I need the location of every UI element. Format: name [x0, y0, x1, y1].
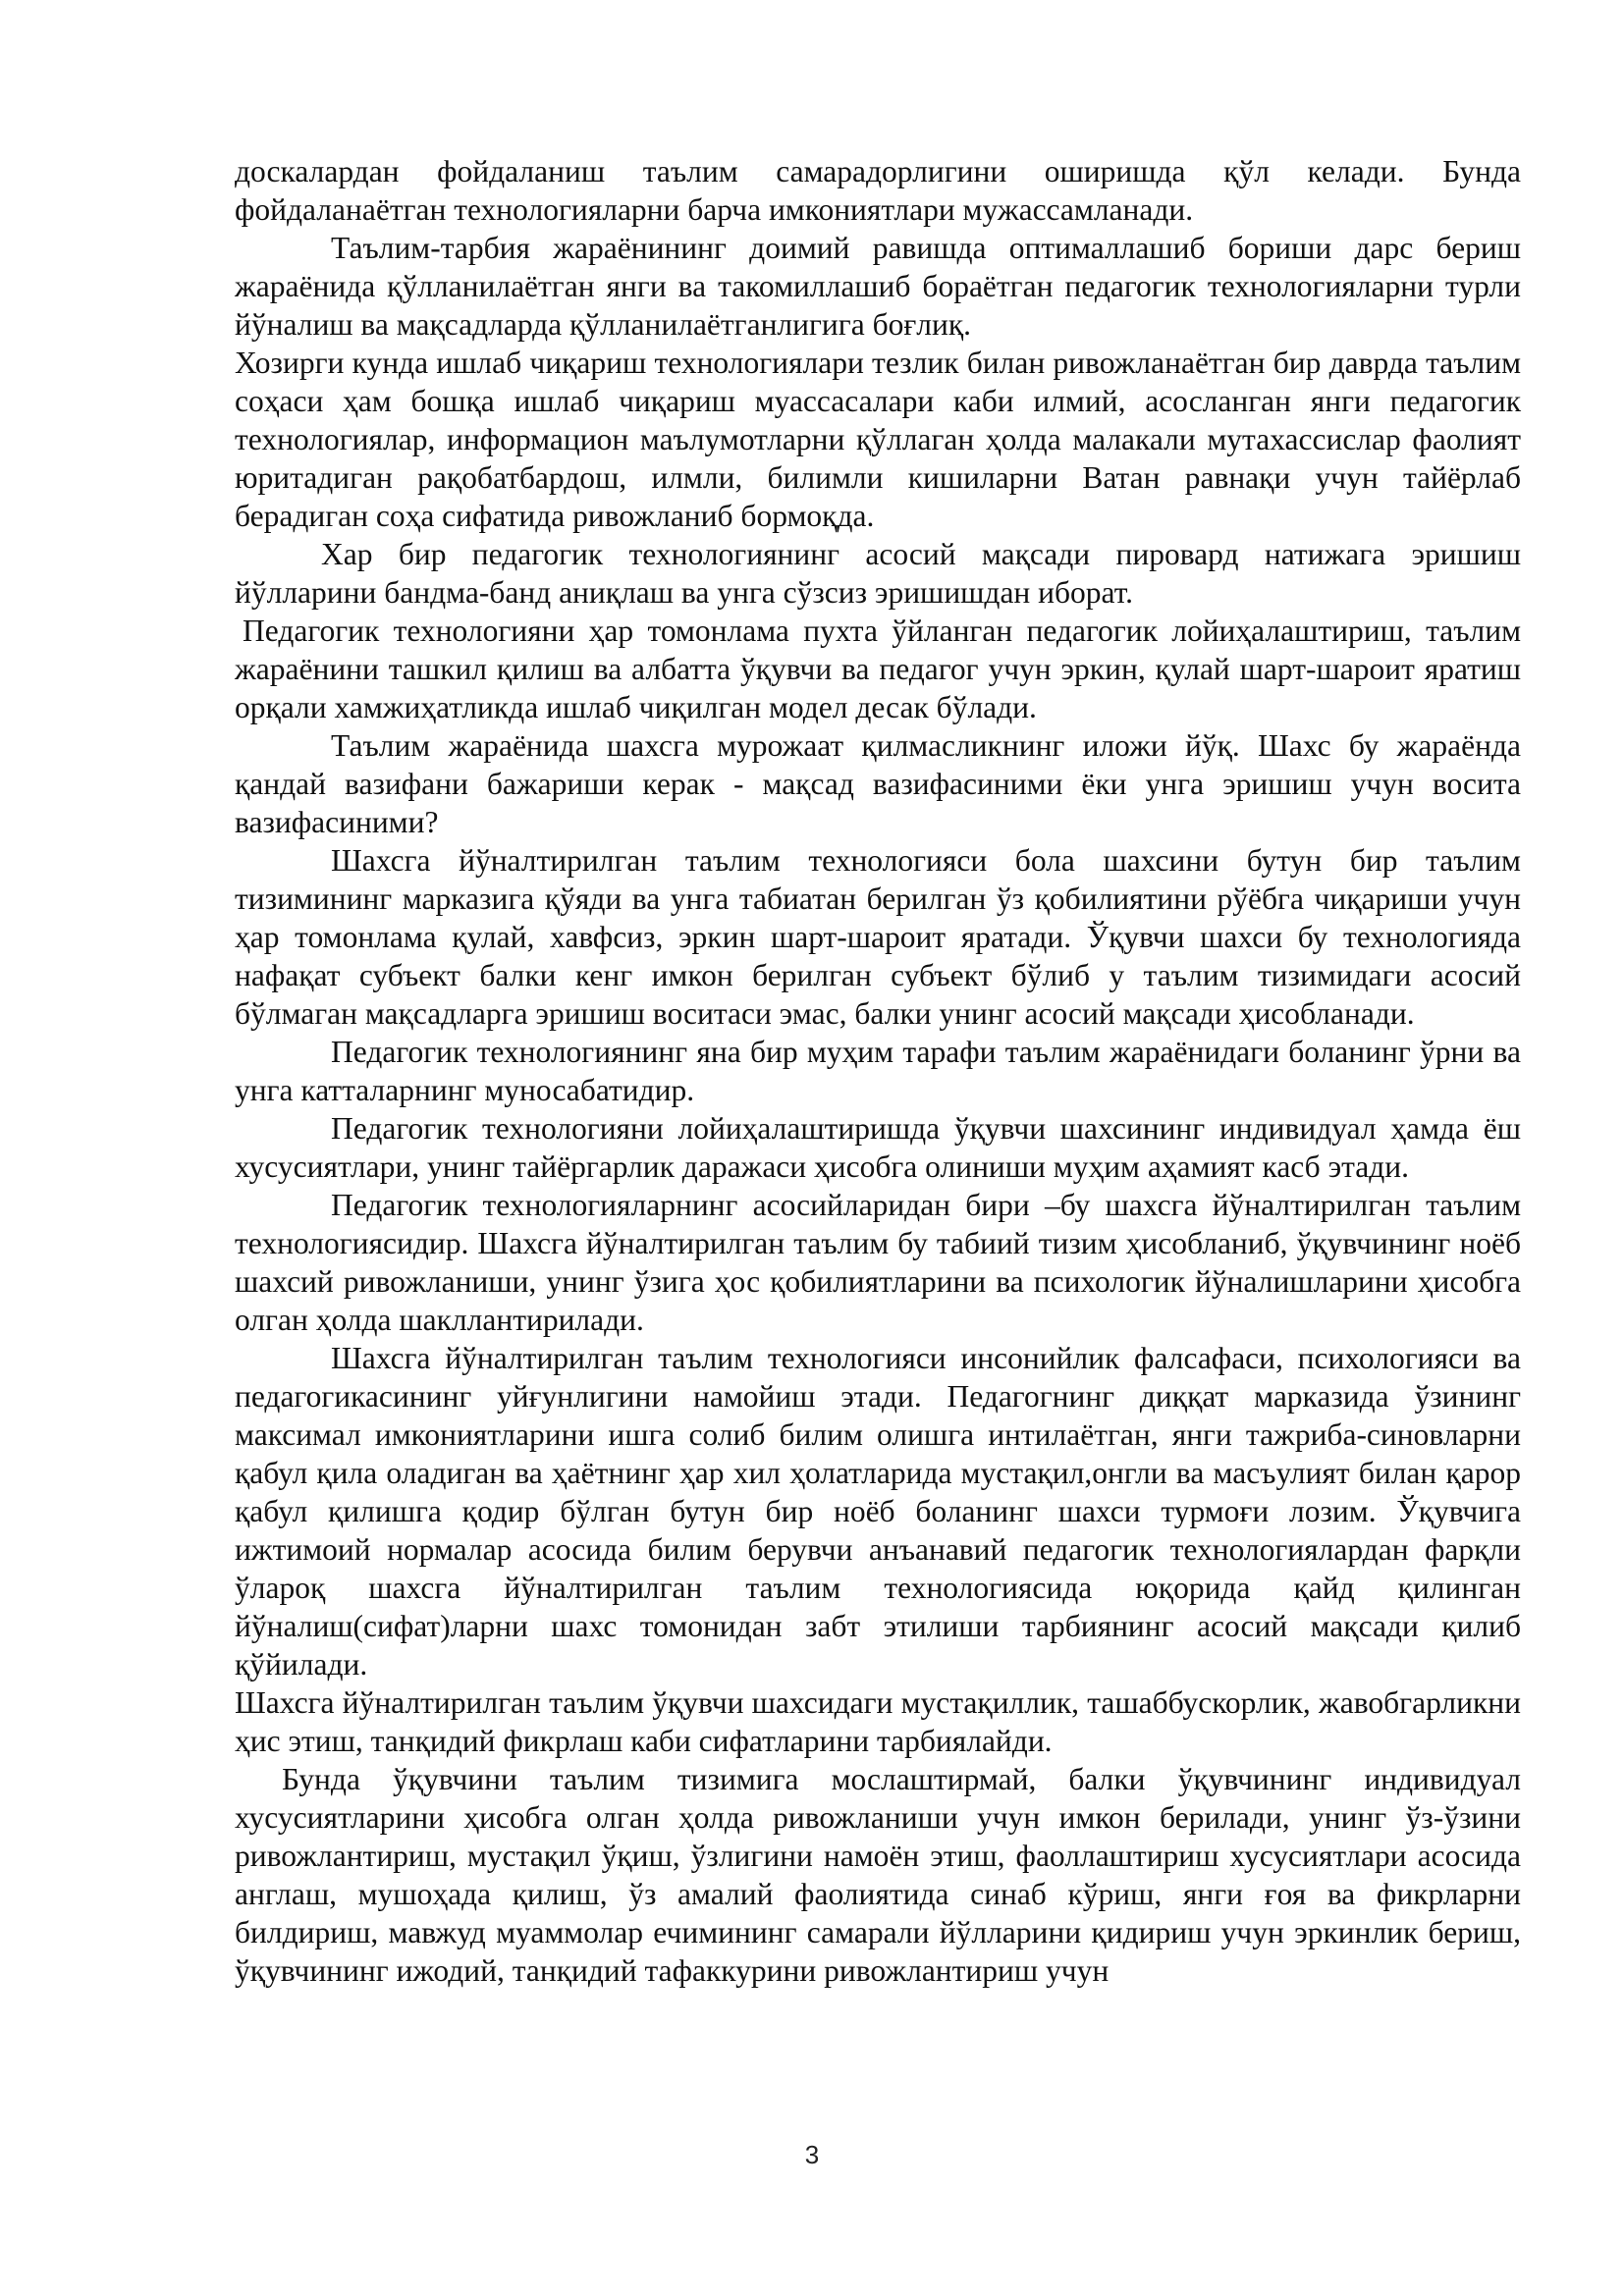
paragraph: Таълим-тарбия жараёнининг доимий равишда оптималлашиб бориши дарс бериш жараёнида қўлланилаётган янги ва такомиллашиб бораётган педагогик технологияларни турли йўналиш ва мақсадларда қўлланилаётганлигига боғлиқ. [235, 231, 1521, 342]
paragraph: доскалардан фойдаланиш таълим самарадорлигини оширишда қўл келади. Бунда фойдаланаётган технологияларни барча имкониятлари мужассамланади. [235, 154, 1521, 227]
paragraph: Шахсга йўналтирилган таълим технологияси бола шахсини бутун бир таълим тизимининг марказига қўяди ва унга табиатан берилган ўз қобилиятини рўёбга чиқариши учун ҳар томонлама қулай, хавфсиз, эркин шарт-шароит яратади. Ўқувчи шахси бу технологияда нафақат субъект балки кенг имкон берилган субъект бўлиб у таълим тизимидаги асосий бўлмаган мақсадларга эришиш воситаси эмас, балки унинг асосий мақсади ҳисобланади. [235, 843, 1521, 1031]
paragraph: Педагогик технологияни ҳар томонлама пухта ўйланган педагогик лойиҳалаштириш, таълим жараёнини ташкил қилиш ва албатта ўқувчи ва педагог учун эркин, қулай шарт-шароит яратиш орқали хамжиҳатликда ишлаб чиқилган модел десак бўлади. [235, 614, 1521, 724]
page-number: 3 [804, 2140, 820, 2169]
paragraph: Шахсга йўналтирилган таълим ўқувчи шахсидаги мустақиллик, ташаббускорлик, жавобгарликни ҳис этиш, танқидий фикрлаш каби сифатларини тарбиялайди. [235, 1685, 1521, 1758]
paragraph: Шахсга йўналтирилган таълим технологияси инсонийлик фалсафаси, психологияси ва педагогикасининг уйғунлигини намойиш этади. Педагогнинг диққат марказида ўзининг максимал имкониятларини ишга солиб билим олишга интилаётган, янги тажриба-синовларни қабул қила оладиган ва ҳаётнинг ҳар хил ҳолатларида мустақил,онгли ва масъулият билан қарор қабул қилишга қодир бўлган бутун бир ноёб боланинг шахси турмоғи лозим. Ўқувчига ижтимоий нормалар асосида билим берувчи анъанавий педагогик технологиялардан фарқли ўлароқ шахсга йўналтирилган таълим технологиясида юқорида қайд қилинган йўналиш(сифат)ларни шахс томонидан забт этилиши тарбиянинг асосий мақсади қилиб қўйилади. [235, 1341, 1521, 1682]
paragraph: Таълим жараёнида шахсга мурожаат қилмасликнинг иложи йўқ. Шахс бу жараёнда қандай вазифани бажариши керак - мақсад вазифасиними ёки унга эришиш учун восита вазифасиними? [235, 728, 1521, 839]
paragraph: Педагогик технологиянинг яна бир муҳим тарафи таълим жараёнидаги боланинг ўрни ва унга катталарнинг муносабатидир. [235, 1035, 1521, 1107]
paragraph: Педагогик технологияларнинг асосийларидан бири –бу шахсга йўналтирилган таълим технологиясидир. Шахсга йўналтирилган таълим бу табиий тизим ҳисобланиб, ўқувчининг ноёб шахсий ривожланиши, унинг ўзига ҳос қобилиятларини ва психологик йўналишларини ҳисобга олган ҳолда шакллантирилади. [235, 1188, 1521, 1337]
paragraph: Хозирги кунда ишлаб чиқариш технологиялари тезлик билан ривожланаётган бир даврда таълим соҳаси ҳам бошқа ишлаб чиқариш муассасалари каби илмий, асосланган янги педагогик технологиялар, информацион маълумотларни қўллаган ҳолда малакали мутахассислар фаолият юритадиган рақобатбардош, илмли, билимли кишиларни Ватан равнақи учун тайёрлаб берадиган соҳа сифатида ривожланиб бормоқда. [235, 346, 1521, 533]
paragraph: Педагогик технологияни лойиҳалаштиришда ўқувчи шахсининг индивидуал ҳамда ёш хусусиятлари, унинг тайёргарлик даражаси ҳисобга олиниши муҳим аҳамият касб этади. [235, 1111, 1521, 1184]
paragraph: Хар бир педагогик технологиянинг асосий мақсади пировард натижага эришиш йўлларини бандма-банд аниқлаш ва унга сўзсиз эришишдан иборат. [235, 537, 1521, 610]
paragraph: Бунда ўқувчини таълим тизимига мослаштирмай, балки ўқувчининг индивидуал хусусиятларини ҳисобга олган ҳолда ривожланиши учун имкон берилади, унинг ўз-ўзини ривожлантириш, мустақил ўқиш, ўзлигини намоён этиш, фаоллаштириш хусусиятлари асосида англаш, мушоҳада қилиш, ўз амалий фаолиятида синаб кўриш, янги ғоя ва фикрларни билдириш, мавжуд муаммолар ечимининг самарали йўлларини қидириш учун эркинлик бериш, ўқувчининг ижодий, танқидий тафаккурини ривожлантириш учун [235, 1762, 1521, 1988]
document-body [235, 152, 1521, 1990]
